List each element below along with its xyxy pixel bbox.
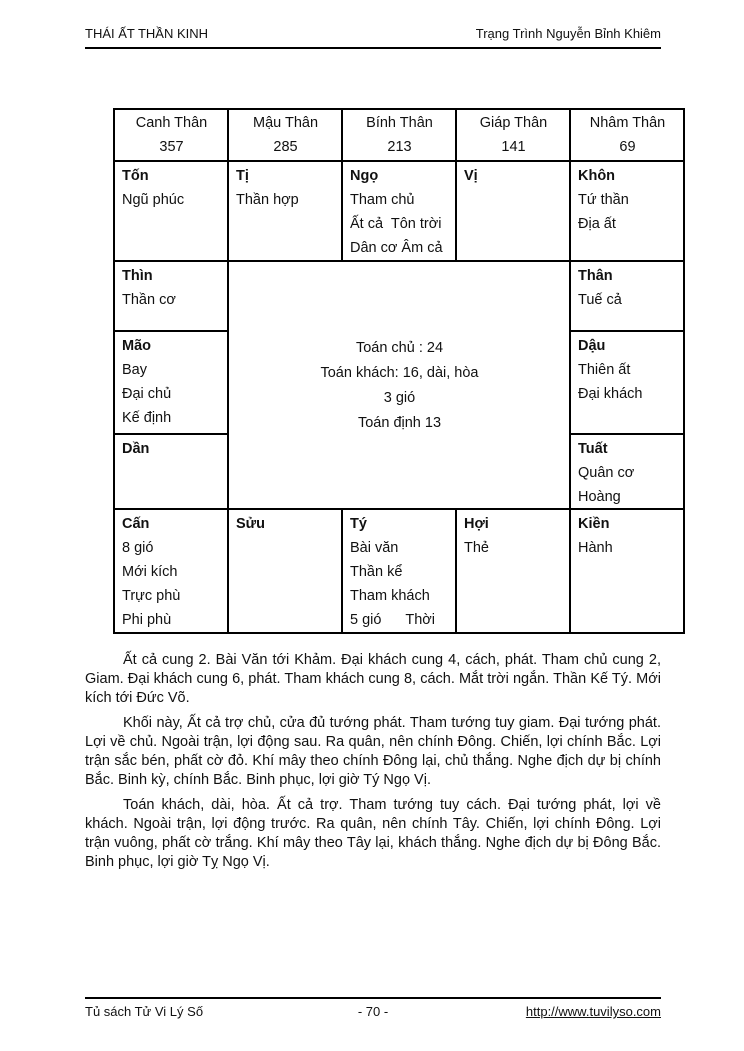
summary-line: Toán khách: 16, dài, hòa [320, 365, 479, 381]
palace-label: Ngọ [350, 168, 379, 184]
palace-line: Đại khách [578, 386, 643, 402]
palace-label: Thân [578, 268, 613, 284]
palace-line: 5 gió Thời [350, 612, 436, 628]
palace-line: Tham chủ [350, 192, 415, 208]
year-value: 213 [387, 139, 412, 155]
palace-line: Thần hợp [236, 192, 299, 208]
palace-line: Bài văn [350, 540, 399, 556]
palace-ngo [343, 162, 457, 262]
palace-ti [229, 162, 343, 262]
palace-label: Hợi [464, 516, 489, 532]
paragraph-2: Khối này, Ất cả trợ chủ, cửa đủ tướng phát. Tham tướng tuy giam. Đại tướng phát. Lợi về chủ. Ngoài trận, lợi động sau. Ra quân, nên chính Đông. Chiến, lợi chính Bắc. Lợi trận sắc bén, phất cờ đỏ. Khí mây theo chính Đông lại, chủ thắng. Nghe địch dự bị chính Bắc. Binh kỳ, chính Bắc. Binh phục, lợi giờ Tý Ngọ Vị. [85, 715, 661, 788]
palace-line: Trực phù [122, 588, 181, 604]
palace-line: Địa ất [578, 216, 616, 232]
palace-line: Thần cơ [122, 292, 176, 308]
palace-line: Kế định [122, 410, 172, 426]
palace-label: Kiền [578, 516, 610, 532]
year-cell-binh-than [343, 110, 457, 162]
palace-label: Tuất [578, 441, 608, 457]
palace-can [115, 510, 229, 634]
palace-thin [115, 262, 229, 332]
year-cell-nham-than [571, 110, 685, 162]
page-number: - 70 - [357, 1004, 389, 1019]
year-value: 357 [159, 139, 184, 155]
palace-label: Tị [236, 168, 249, 184]
year-name: Giáp Thân [479, 115, 548, 131]
paragraph-1: Ất cả cung 2. Bài Văn tới Khảm. Đại khách cung 4, cách, phát. Tham chủ cung 2, Giam. Đại khách cung 6, phát. Tham khách cung 8, cách. Mắt trời ngắn. Thần Kế Tý. Mới kích tới Đức Võ. [85, 652, 661, 706]
palace-ton [115, 162, 229, 262]
year-value: 69 [619, 139, 636, 155]
palace-line: Hành [578, 540, 613, 556]
palace-than [571, 262, 685, 332]
year-name: Mậu Thân [252, 115, 319, 131]
palace-label: Khôn [578, 168, 616, 184]
summary-line: 3 gió [383, 390, 416, 406]
year-value: 285 [273, 139, 298, 155]
palace-label: Dậu [578, 338, 606, 354]
palace-line: Quân cơ [578, 465, 635, 481]
palace-line: Thiên ất [578, 362, 631, 378]
paragraph-3: Toán khách, dài, hòa. Ất cả trợ. Tham tướng tuy cách. Đại tướng phát, lợi về khách. Ngoài trận, lợi động trước. Ra quân, nên chính Tây. Chiến, lợi chính Đông. Lợi trận vuông, phất cờ trắng. Khí mây theo Tây lại, khách thắng. Nghe địch dự bị Đông Bắc. Binh phục, lợi giờ Tỵ Ngọ Vị. [85, 797, 661, 870]
palace-label: Cấn [122, 516, 150, 532]
palace-line: Thẻ [464, 540, 489, 556]
palace-khon [571, 162, 685, 262]
chart-center-summary [229, 262, 571, 510]
palace-label: Tốn [122, 168, 149, 184]
page-footer [85, 997, 661, 1019]
page-header [85, 26, 661, 49]
year-name: Nhâm Thân [589, 115, 666, 131]
palace-label: Vị [464, 168, 478, 184]
year-cell-canh-than [115, 110, 229, 162]
palace-line: Phi phù [122, 612, 172, 628]
palace-vi [457, 162, 571, 262]
palace-line: Tham khách [350, 588, 430, 604]
palace-hoi [457, 510, 571, 634]
year-cell-giap-than [457, 110, 571, 162]
palace-line: Tuế cả [578, 292, 622, 308]
palace-dau [571, 332, 685, 435]
palace-label: Dần [122, 441, 150, 457]
footer-series-title: Tủ sách Tử Vi Lý Số [85, 1004, 204, 1019]
body-text [85, 651, 661, 878]
palace-line: Dân cơ Âm cả [350, 240, 443, 256]
palace-label: Sửu [236, 516, 266, 532]
thai-at-chart-table [113, 108, 685, 634]
palace-kien [571, 510, 685, 634]
palace-tuat [571, 435, 685, 510]
palace-line: Đại chủ [122, 386, 172, 402]
palace-label: Thìn [122, 268, 153, 284]
book-title: THÁI ẤT THẦN KINH [85, 26, 209, 41]
year-value: 141 [501, 139, 526, 155]
summary-line: Toán định 13 [357, 415, 442, 431]
year-name: Canh Thân [135, 115, 208, 131]
year-cell-mau-than [229, 110, 343, 162]
palace-line: Ất cả Tôn trời [350, 216, 442, 232]
palace-line: Hoàng [578, 489, 621, 505]
palace-dan [115, 435, 229, 510]
palace-line: Mới kích [122, 564, 178, 580]
palace-suu [229, 510, 343, 634]
palace-line: Tứ thần [578, 192, 629, 208]
palace-label: Tý [350, 516, 367, 532]
footer-website-link[interactable]: http://www.tuvilyso.com [525, 1004, 661, 1019]
palace-mao [115, 332, 229, 435]
palace-label: Mão [122, 338, 151, 354]
summary-line: Toán chủ : 24 [355, 340, 444, 356]
palace-line: Ngũ phúc [122, 192, 185, 208]
palace-line: Bay [122, 362, 147, 378]
year-name: Bính Thân [366, 115, 433, 131]
author-name: Trạng Trình Nguyễn Bỉnh Khiêm [475, 26, 661, 41]
palace-line: 8 gió [122, 540, 154, 556]
palace-ty [343, 510, 457, 634]
palace-line: Thần kể [350, 564, 403, 580]
